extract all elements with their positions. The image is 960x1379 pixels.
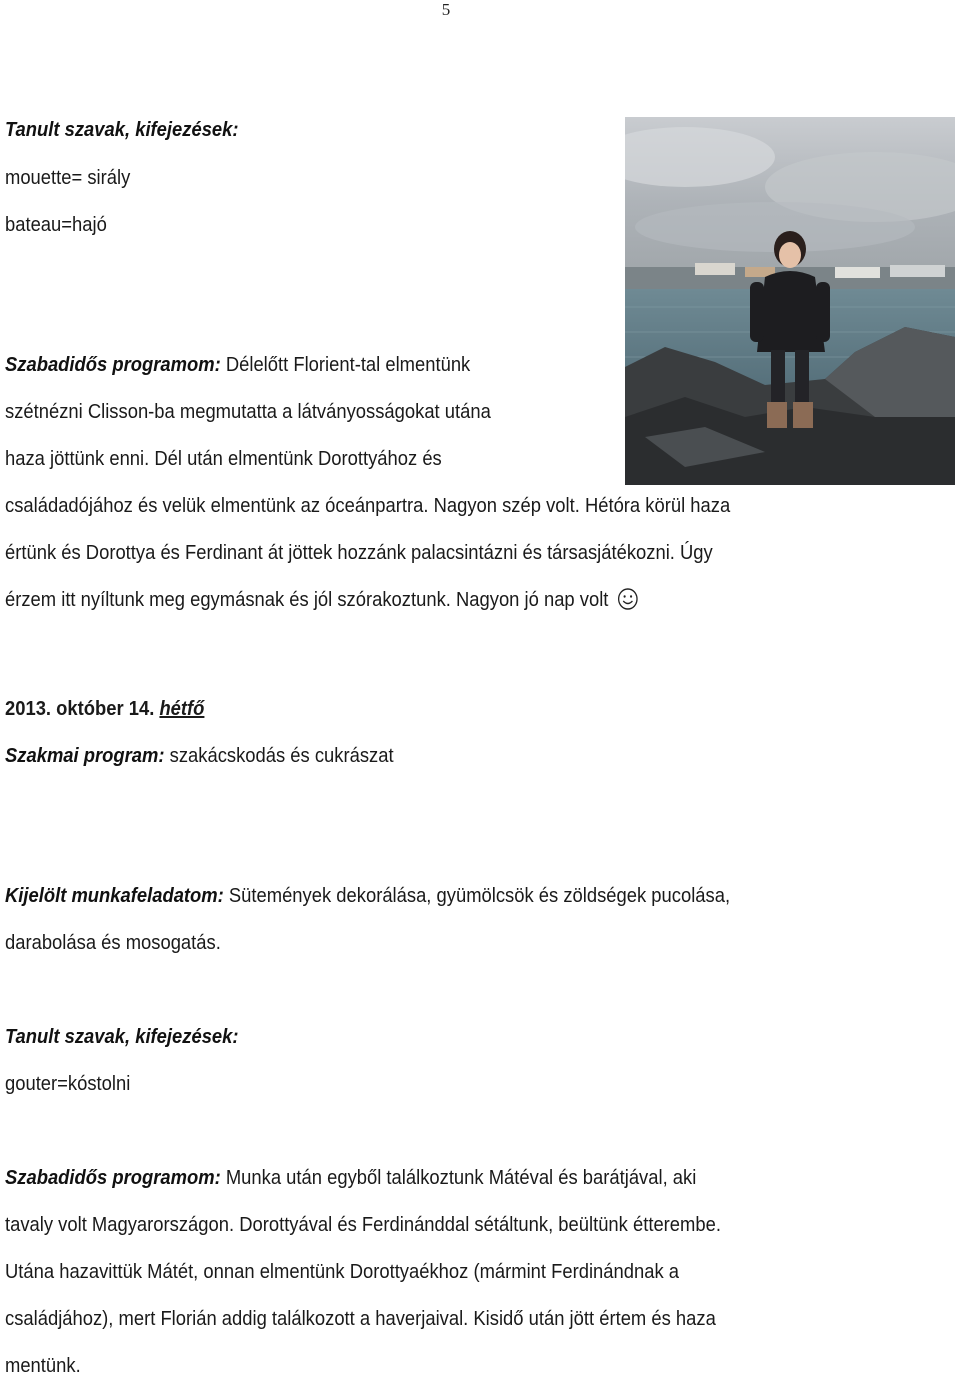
freetime-paragraph-line: [5, 1166, 696, 1190]
freetime-paragraph-line: családadójához és velük elmentünk az óceánpartra. Nagyon szép volt. Hétóra körül haza: [5, 495, 731, 517]
date-text: 2013. október 14.: [5, 698, 160, 720]
vocab-item: mouette= sirály: [5, 167, 131, 189]
task-paragraph-line: [5, 884, 730, 908]
professional-program-line: [5, 744, 394, 768]
learned-words-heading: Tanult szavak, kifejezések:: [5, 119, 239, 141]
professional-program-text: szakácskodás és cukrászat: [164, 745, 394, 767]
task-paragraph-line: darabolása és mosogatás.: [5, 932, 221, 954]
freetime-paragraph-line: értünk és Dorottya és Ferdinant át jöttek hozzánk palacsintázni és társasjátékozni. Úgy: [5, 542, 713, 564]
weekday-text: hétfő: [159, 698, 205, 720]
task-text: Sütemények dekorálása, gyümölcsök és zöldségek pucolása,: [223, 885, 731, 907]
freetime-heading: Szabadidős programom:: [5, 1167, 221, 1189]
vocab-item: bateau=hajó: [5, 214, 107, 236]
task-heading: Kijelölt munkafeladatom:: [5, 885, 224, 907]
date-heading: [5, 697, 204, 721]
freetime-paragraph-line: tavaly volt Magyarországon. Dorottyával és Ferdinánddal sétáltunk, beültünk étterembe.: [5, 1214, 721, 1236]
smiley-icon: [618, 588, 638, 610]
freetime-paragraph-line: Utána hazavittük Mátét, onnan elmentünk Dorottyaékhoz (mármint Ferdinándnak a: [5, 1261, 680, 1283]
freetime-text: Délelőtt Florient-tal elmentünk: [220, 354, 471, 376]
freetime-heading: Szabadidős programom:: [5, 354, 221, 376]
freetime-paragraph-line: [5, 353, 470, 377]
vocab-item: gouter=kóstolni: [5, 1073, 131, 1095]
page-number: 5: [441, 0, 451, 19]
freetime-paragraph-line: [5, 588, 638, 612]
freetime-paragraph-line: haza jöttünk enni. Dél után elmentünk Dorottyához és: [5, 448, 442, 470]
freetime-text: Munka után egyből találkoztunk Mátéval és barátjával, aki: [220, 1167, 697, 1189]
learned-words-heading: Tanult szavak, kifejezések:: [5, 1026, 239, 1048]
freetime-paragraph-line: mentünk.: [5, 1355, 81, 1377]
professional-program-heading: Szakmai program:: [5, 745, 165, 767]
freetime-text: érzem itt nyíltunk meg egymásnak és jól szórakoztunk. Nagyon jó nap volt: [5, 589, 609, 611]
freetime-paragraph-line: szétnézni Clisson-ba megmutatta a látványosságokat utána: [5, 401, 491, 423]
freetime-paragraph-line: családjához), mert Florián addig találkozott a haverjaival. Kisidő után jött értem és haza: [5, 1308, 716, 1330]
seaside-photo: [625, 117, 955, 485]
